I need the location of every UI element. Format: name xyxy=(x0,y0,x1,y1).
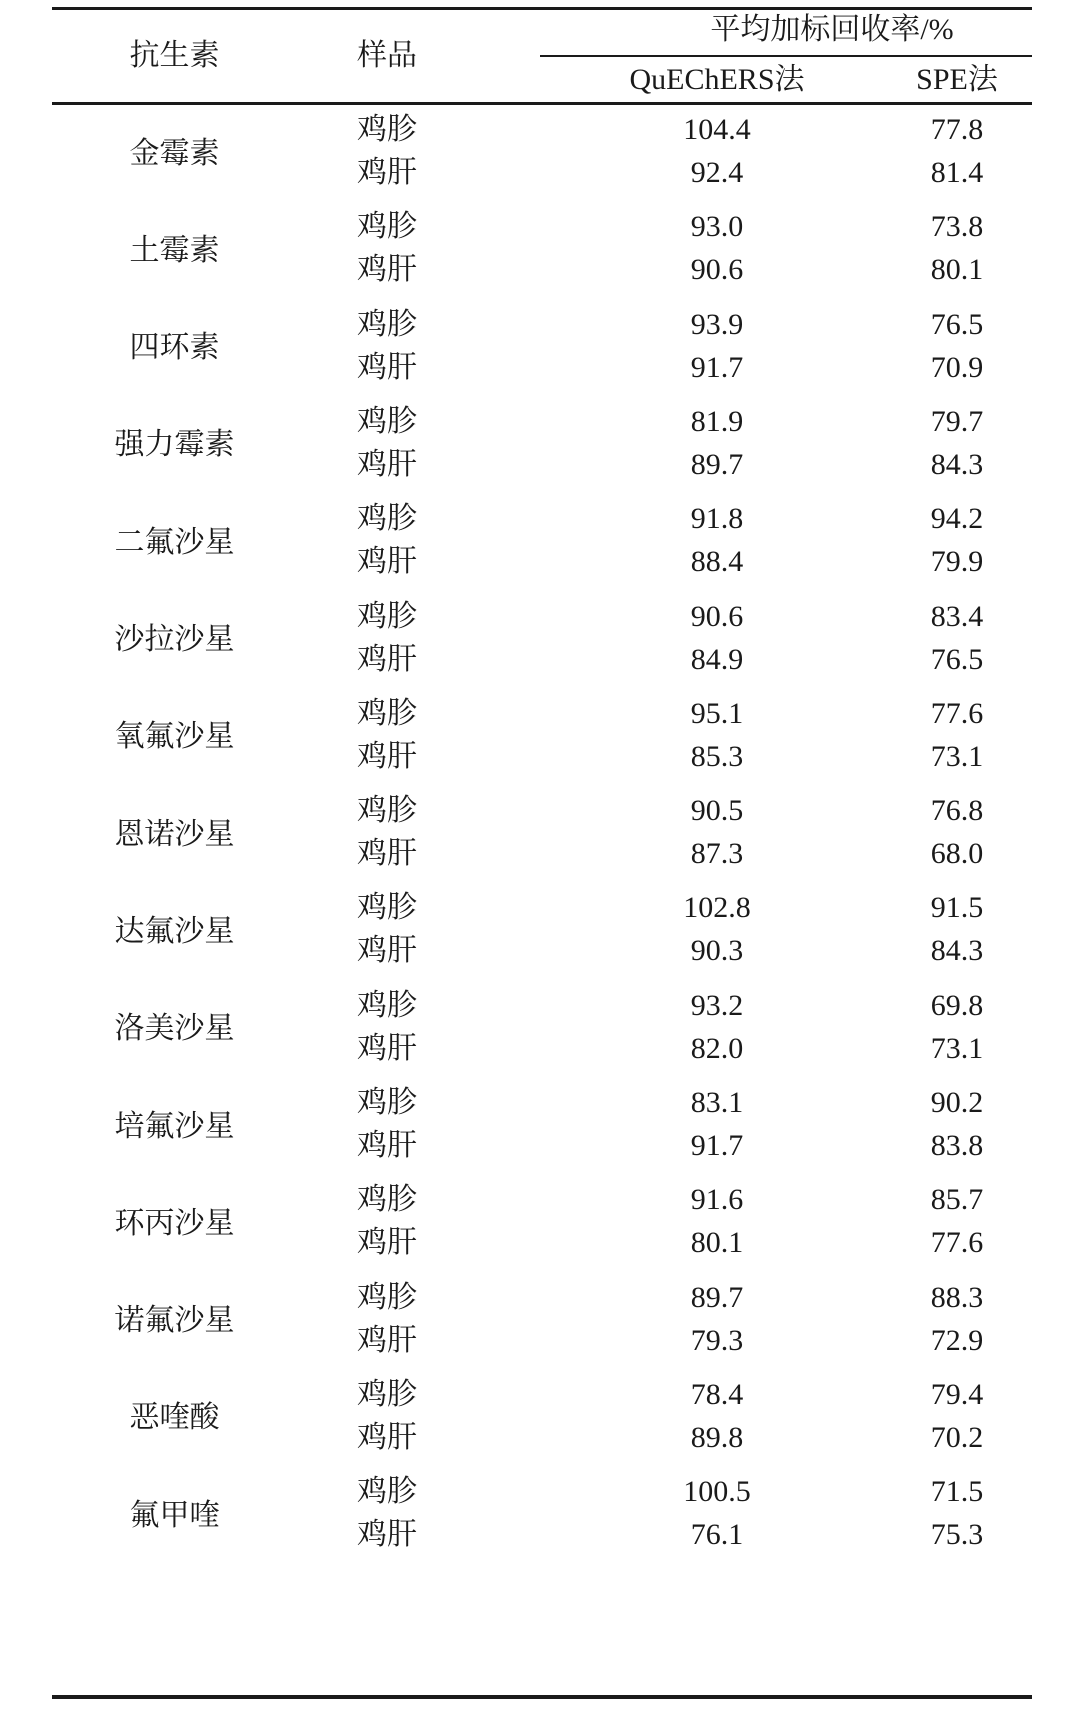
sample-name: 鸡胗 xyxy=(357,210,417,244)
quechers-value: 87.3 xyxy=(690,837,744,871)
antibiotic-name: 诺氟沙星 xyxy=(114,1304,235,1338)
antibiotic-name: 达氟沙星 xyxy=(114,914,235,948)
spe-value: 79.4 xyxy=(930,1377,984,1411)
header-spe: SPE法 xyxy=(916,63,998,96)
sample-name: 鸡胗 xyxy=(357,307,417,341)
spe-value: 88.3 xyxy=(930,1280,984,1314)
antibiotic-group xyxy=(52,307,1032,415)
spe-value: 71.5 xyxy=(930,1475,984,1509)
quechers-value: 79.3 xyxy=(690,1323,744,1357)
spe-value: 76.8 xyxy=(930,794,984,828)
sample-name: 鸡胗 xyxy=(357,696,417,730)
table-top-rule xyxy=(52,7,1032,10)
sample-name: 鸡肝 xyxy=(357,1420,417,1454)
antibiotic-group xyxy=(52,1280,1032,1388)
quechers-value: 95.1 xyxy=(690,696,744,730)
sample-name: 鸡胗 xyxy=(357,1183,417,1217)
quechers-value: 91.8 xyxy=(690,502,744,536)
antibiotic-group xyxy=(52,1474,1032,1582)
quechers-value: 90.5 xyxy=(690,794,744,828)
spe-value: 80.1 xyxy=(930,253,984,287)
sample-name: 鸡胗 xyxy=(357,1475,417,1509)
spe-value: 79.7 xyxy=(930,404,984,438)
quechers-value: 102.8 xyxy=(683,891,751,925)
spe-value: 70.2 xyxy=(930,1420,984,1454)
quechers-value: 89.7 xyxy=(690,447,744,481)
quechers-value: 91.7 xyxy=(690,350,744,384)
table-bottom-rule xyxy=(52,1695,1032,1699)
antibiotic-name: 环丙沙星 xyxy=(114,1206,235,1240)
quechers-value: 76.1 xyxy=(690,1518,744,1552)
quechers-value: 78.4 xyxy=(690,1377,744,1411)
antibiotic-group xyxy=(52,1085,1032,1193)
sample-name: 鸡肝 xyxy=(357,253,417,287)
sample-name: 鸡肝 xyxy=(357,545,417,579)
sample-name: 鸡胗 xyxy=(357,1086,417,1119)
spe-value: 94.2 xyxy=(930,502,984,536)
spe-value: 91.5 xyxy=(930,891,984,925)
header-recovery-group: 平均加标回收率/% xyxy=(710,13,954,46)
spe-value: 77.8 xyxy=(930,113,984,146)
antibiotic-group xyxy=(52,988,1032,1096)
antibiotic-name: 恶喹酸 xyxy=(129,1401,220,1435)
spe-value: 83.8 xyxy=(930,1129,984,1162)
sample-name: 鸡肝 xyxy=(357,1226,417,1260)
sample-name: 鸡胗 xyxy=(357,891,417,925)
spe-value: 85.7 xyxy=(930,1183,984,1217)
spe-value: 76.5 xyxy=(930,642,984,676)
quechers-value: 88.4 xyxy=(690,545,744,579)
sample-name: 鸡肝 xyxy=(357,1323,417,1357)
sample-name: 鸡胗 xyxy=(357,1280,417,1314)
spe-value: 77.6 xyxy=(930,696,984,730)
spe-value: 81.4 xyxy=(930,156,984,189)
sample-name: 鸡胗 xyxy=(357,988,417,1022)
spe-value: 73.1 xyxy=(930,739,984,773)
antibiotic-group xyxy=(52,209,1032,317)
antibiotic-group xyxy=(52,599,1032,707)
sample-name: 鸡胗 xyxy=(357,794,417,828)
antibiotic-name: 氟甲喹 xyxy=(129,1498,220,1532)
spe-value: 72.9 xyxy=(930,1323,984,1357)
quechers-value: 90.3 xyxy=(690,934,744,968)
antibiotic-group xyxy=(52,793,1032,901)
spe-value: 76.5 xyxy=(930,307,984,341)
sample-name: 鸡胗 xyxy=(357,404,417,438)
antibiotic-group xyxy=(52,112,1032,220)
quechers-value: 81.9 xyxy=(690,404,744,438)
spe-value: 69.8 xyxy=(930,988,984,1022)
sample-name: 鸡肝 xyxy=(357,837,417,871)
antibiotic-name: 沙拉沙星 xyxy=(114,623,235,656)
antibiotic-group xyxy=(52,404,1032,512)
quechers-value: 93.9 xyxy=(690,307,744,341)
quechers-value: 89.8 xyxy=(690,1420,744,1454)
header-sample: 样品 xyxy=(357,39,417,72)
sample-name: 鸡胗 xyxy=(357,502,417,536)
spe-value: 83.4 xyxy=(930,599,984,633)
spe-value: 73.8 xyxy=(930,210,984,244)
quechers-value: 90.6 xyxy=(690,599,744,633)
spe-value: 70.9 xyxy=(930,350,984,384)
quechers-value: 92.4 xyxy=(690,156,744,189)
sample-name: 鸡肝 xyxy=(357,447,417,481)
quechers-value: 89.7 xyxy=(690,1280,744,1314)
quechers-value: 80.1 xyxy=(690,1226,744,1260)
antibiotic-group xyxy=(52,1377,1032,1485)
quechers-value: 93.2 xyxy=(690,988,744,1022)
quechers-value: 85.3 xyxy=(690,739,744,773)
antibiotic-name: 氧氟沙星 xyxy=(114,720,235,754)
antibiotic-name: 强力霉素 xyxy=(114,428,235,462)
antibiotic-name: 四环素 xyxy=(129,331,220,365)
quechers-value: 91.7 xyxy=(690,1129,744,1162)
antibiotic-name: 培氟沙星 xyxy=(114,1109,235,1143)
antibiotic-name: 金霉素 xyxy=(129,136,220,170)
sample-name: 鸡肝 xyxy=(357,1518,417,1552)
antibiotic-name: 土霉素 xyxy=(129,233,220,267)
antibiotic-group xyxy=(52,890,1032,998)
sample-name: 鸡肝 xyxy=(357,739,417,773)
sample-name: 鸡胗 xyxy=(357,599,417,633)
antibiotic-group xyxy=(52,501,1032,609)
spe-value: 77.6 xyxy=(930,1226,984,1260)
spe-value: 79.9 xyxy=(930,545,984,579)
spe-value: 68.0 xyxy=(930,837,984,871)
spe-value: 75.3 xyxy=(930,1518,984,1552)
sample-name: 鸡肝 xyxy=(357,642,417,676)
quechers-value: 93.0 xyxy=(690,210,744,244)
antibiotic-name: 二氟沙星 xyxy=(114,525,235,559)
spe-value: 84.3 xyxy=(930,447,984,481)
spe-value: 90.2 xyxy=(930,1086,984,1119)
sample-name: 鸡肝 xyxy=(357,350,417,384)
antibiotic-name: 恩诺沙星 xyxy=(114,817,235,851)
quechers-value: 82.0 xyxy=(690,1031,744,1065)
sample-name: 鸡肝 xyxy=(357,1129,417,1162)
quechers-value: 104.4 xyxy=(683,113,751,146)
header-antibiotic: 抗生素 xyxy=(129,39,220,72)
spe-value: 84.3 xyxy=(930,934,984,968)
header-bottom-rule xyxy=(52,102,1032,105)
quechers-value: 90.6 xyxy=(690,253,744,287)
quechers-value: 84.9 xyxy=(690,642,744,676)
header-group-rule xyxy=(540,55,1032,57)
sample-name: 鸡胗 xyxy=(357,1377,417,1411)
sample-name: 鸡胗 xyxy=(357,113,417,146)
spe-value: 73.1 xyxy=(930,1031,984,1065)
antibiotic-group xyxy=(52,1182,1032,1290)
sample-name: 鸡肝 xyxy=(357,1031,417,1065)
quechers-value: 83.1 xyxy=(690,1086,744,1119)
header-quechers: QuEChERS法 xyxy=(629,63,805,96)
antibiotic-name: 洛美沙星 xyxy=(114,1012,235,1046)
antibiotic-group xyxy=(52,696,1032,804)
quechers-value: 100.5 xyxy=(683,1475,751,1509)
sample-name: 鸡肝 xyxy=(357,156,417,189)
quechers-value: 91.6 xyxy=(690,1183,744,1217)
sample-name: 鸡肝 xyxy=(357,934,417,968)
